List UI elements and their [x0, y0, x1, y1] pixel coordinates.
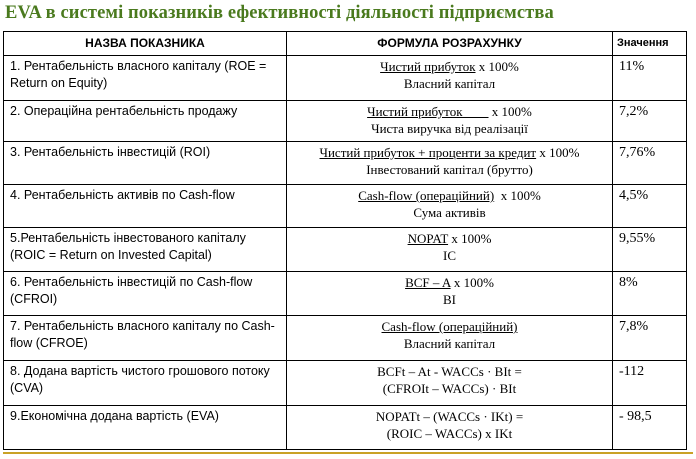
formula-numerator: Cash-flow (операційний)	[381, 319, 518, 334]
formula-numerator: Чистий прибуток + проценти за кредит	[319, 145, 537, 160]
table-row	[4, 101, 687, 142]
formula-numerator: Чистий прибуток	[367, 104, 489, 119]
formula-line-2: (ROIC – WACCs) х IKt	[386, 426, 513, 441]
indicator-name: 4. Рентабельність активів по Cash-flow	[4, 185, 287, 228]
indicator-formula	[287, 406, 613, 450]
formula-numerator: Чистий прибуток	[380, 59, 476, 74]
indicator-name: 3. Рентабельність інвестицій (ROI)	[4, 142, 287, 185]
formula-numerator: Cash-flow (операційний)	[358, 188, 495, 203]
formula-numerator: BCF – A	[405, 275, 451, 290]
formula-denominator: Власний капітал	[403, 336, 496, 351]
formula-line-2: (CFROIt – WACCs) · BIt	[382, 381, 517, 396]
indicator-name: 9.Економічна додана вартість (EVA)	[4, 406, 287, 450]
table-row	[4, 142, 687, 185]
table-row	[4, 56, 687, 101]
indicator-name: 1. Рентабельність власного капіталу (ROE = Return on Equity)	[4, 56, 287, 101]
formula-denominator: Інвестований капітал (брутто)	[366, 162, 533, 177]
header-value: Значення	[613, 32, 687, 56]
formula-denominator: Власний капітал	[403, 76, 496, 91]
indicator-formula	[287, 316, 613, 361]
formula-denominator: IC	[443, 248, 456, 263]
indicators-table	[3, 31, 687, 450]
indicator-value: - 98,5	[613, 406, 687, 450]
indicator-value: 8%	[613, 272, 687, 316]
indicator-name: 8. Додана вартість чистого грошового потоку (CVA)	[4, 361, 287, 406]
header-name: НАЗВА ПОКАЗНИКА	[4, 32, 287, 56]
indicator-value: 7,76%	[613, 142, 687, 185]
indicator-name: 6. Рентабельність інвестицій по Cash-flow (CFROI)	[4, 272, 287, 316]
indicator-formula: Чистий прибуток х 100% Чиста виручка від реалізації	[287, 101, 613, 142]
formula-line-1: BCFt – At - WACCs · BIt =	[377, 364, 522, 379]
indicator-name: 5.Рентабельність інвестованого капіталу (ROIC = Return on Invested Capital)	[4, 228, 287, 272]
indicator-value: 4,5%	[613, 185, 687, 228]
header-formula: ФОРМУЛА РОЗРАХУНКУ	[287, 32, 613, 56]
table-row	[4, 185, 687, 228]
table-row	[4, 228, 687, 272]
indicator-formula: BCF – A х 100% BI	[287, 272, 613, 316]
table-header-row	[4, 32, 687, 56]
indicator-value: 7,8%	[613, 316, 687, 361]
indicator-formula: Чистий прибуток + проценти за кредит х 100% Інвестований капітал (брутто)	[287, 142, 613, 185]
indicator-formula: Cash-flow (операційний) х 100% Сума активів	[287, 185, 613, 228]
indicator-formula: NOPAT х 100% IC	[287, 228, 613, 272]
table-row	[4, 361, 687, 406]
table-row	[4, 406, 687, 450]
formula-numerator: NOPAT	[407, 231, 449, 246]
formula-line-1: NOPATt – (WACCs · IKt) =	[375, 409, 524, 424]
formula-denominator: Чиста виручка від реалізації	[371, 121, 528, 136]
indicator-value: 7,2%	[613, 101, 687, 142]
page-title: EVA в системі показників ефективності діяльності підприємства	[5, 3, 554, 23]
indicator-value: -112	[613, 361, 687, 406]
indicator-name: 2. Операційна рентабельність продажу	[4, 101, 287, 142]
bottom-rule	[3, 452, 693, 454]
table-row	[4, 316, 687, 361]
indicator-value: 11%	[613, 56, 687, 101]
table-row	[4, 272, 687, 316]
indicator-formula	[287, 361, 613, 406]
indicator-name: 7. Рентабельність власного капіталу по Cash-flow (CFROE)	[4, 316, 287, 361]
formula-denominator: BI	[443, 292, 456, 307]
indicator-value: 9,55%	[613, 228, 687, 272]
formula-denominator: Сума активів	[413, 205, 486, 220]
indicator-formula: Чистий прибуток х 100% Власний капітал	[287, 56, 613, 101]
